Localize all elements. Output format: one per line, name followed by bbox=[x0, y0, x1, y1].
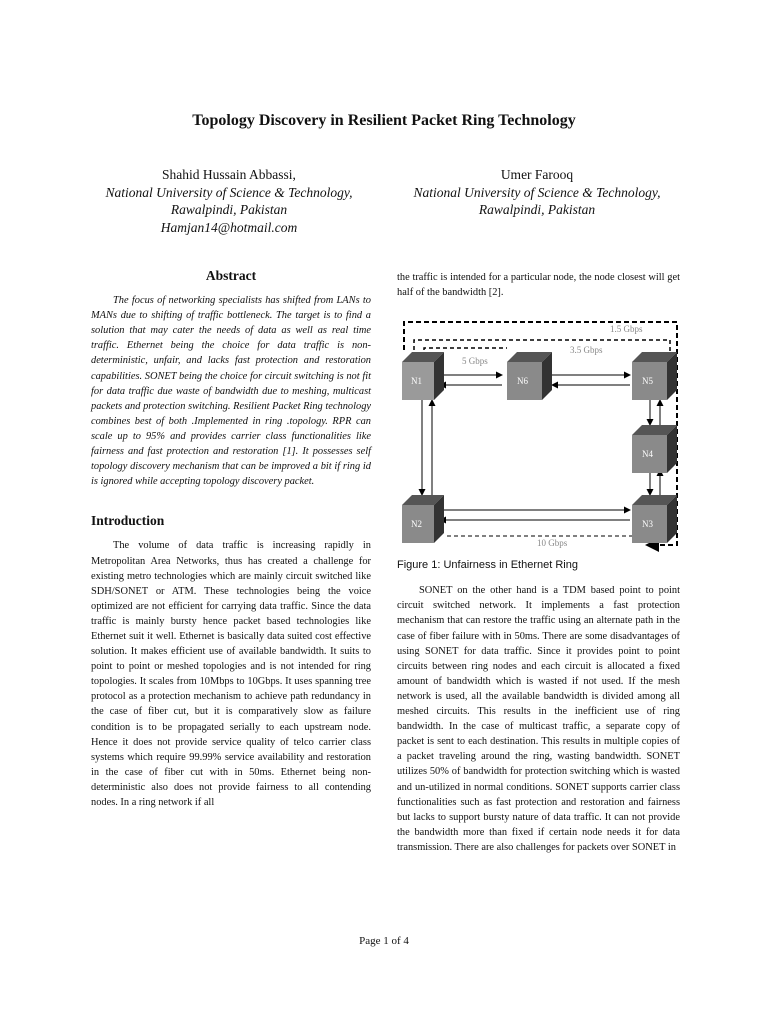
svg-text:N3: N3 bbox=[642, 519, 653, 530]
svg-text:N4: N4 bbox=[642, 449, 653, 460]
paper-title: Topology Discovery in Resilient Packet Ring Technology bbox=[192, 112, 576, 129]
author-block-2 bbox=[394, 166, 680, 219]
abstract-text: The focus of networking specialists has shifted from LANs to MANs due to shifting of traffic bottleneck. The target is to find a solution that may cater the needs of data as well as real time traffic. Ethernet being the choice for data traffic is non-deterministic, unfair, and lacks fast protection and restoration capabilities. SONET being the choice for circuit switching is not fit for data traffic due waste of bandwidth due to meshing, multicast packets and protection switching. Resilient Packet Ring technology combines best of both .Implemented in ring .topology. RPR can scale up to 95% and provides carrier class functionalities like fairness and fast protection and restoration [1]. It possesses self topology discovery mechanism that can be improved a bit if ring id is ignored while accepting topology discovery packet. bbox=[91, 295, 371, 488]
figure-caption: Figure 1: Unfairness in Ethernet Ring bbox=[397, 559, 578, 572]
author-block-1 bbox=[88, 166, 370, 236]
author-name: Umer Farooq bbox=[500, 167, 574, 182]
author-affiliation: National University of Science & Technology, bbox=[105, 184, 353, 200]
introduction-heading: Introduction bbox=[91, 513, 165, 529]
svg-text:N6: N6 bbox=[517, 376, 528, 387]
page-footer: Page 1 of 4 bbox=[359, 935, 409, 947]
author-affiliation: National University of Science & Technology, bbox=[413, 184, 661, 200]
introduction-text: The volume of data traffic is increasing rapidly in Metropolitan Area Networks, thus has created a challenge for existing metro technologies which are mainly circuit switched like SDH/SONET or ATM. These technologies being the voice optimized are not efficient for carrying data traffic. Since the data traffic is mainly bursty hence packet based technologies like Ethernet suit it well. Ethernet is basically data suited cost effective solution. It makes efficient use of available bandwidth. It suits to point to point or meshed topologies and is not intended for ring topologies. It scales from 10Mbps to 10Gbps. It uses spanning tree protocol as a protection mechanism to achieve path redundancy in the case of fiber cut, but it is comparatively slow as failure condition is to be propagated serially to each upstream node. Hence it does not provide service quality of telco carrier class systems which require 99.99% service availability and restoration in the case of fiber cut with in 50ms. Ethernet being non-deterministic also does not provide fairness to all contending nodes. In a ring network if all bbox=[91, 540, 371, 808]
svg-text:N1: N1 bbox=[411, 376, 422, 387]
node-n4 bbox=[632, 425, 677, 473]
ring-figure bbox=[392, 320, 682, 552]
label-outer: 1.5 Gbps bbox=[610, 324, 643, 335]
introduction-continuation: the traffic is intended for a particular node, the node closest will get half of the bandwidth [2]. bbox=[397, 272, 680, 299]
right-column bbox=[397, 270, 680, 855]
node-n1 bbox=[402, 352, 444, 400]
node-n3 bbox=[632, 495, 677, 543]
sonet-paragraph: SONET on the other hand is a TDM based point to point circuit switched network. It implements a fast protection mechanism that can restore the traffic using an alternate path in the case of fiber failure with in 50ms. There are some disadvantages of using SONET for data traffic. Since it provides point to point circuits between ring nodes and each circuit is allocated a fixed amount of bandwidth which is wasted if not used. If the mesh network is used, all the available bandwidth is divided among all meshed circuits. This results in the inefficient use of ring bandwidth. In the case of multicast traffic, a separate copy of packet is sent to each destination. This results in multiple copies of a packet traveling around the ring, wasting bandwidth. SONET utilizes 50% of bandwidth for protection switching which is wasted and un-utilized in normal conditions. SONET supports carrier class functionalities such as fast protection and restoration and fairness but lacks to support bursty nature of data traffic. It can not provide the bandwidth more than fixed if certain node needs it for data transmission. There are also challenges for packets over SONET in bbox=[397, 585, 680, 853]
label-middle: 3.5 Gbps bbox=[570, 345, 603, 356]
inner-dashed-path bbox=[424, 348, 507, 350]
left-column bbox=[91, 268, 371, 810]
ring-diagram bbox=[392, 320, 682, 552]
label-inner: 5 Gbps bbox=[462, 356, 488, 367]
node-n2 bbox=[402, 495, 444, 543]
author-city: Rawalpindi, Pakistan bbox=[170, 202, 288, 217]
author-city: Rawalpindi, Pakistan bbox=[478, 202, 596, 217]
label-bottom: 10 Gbps bbox=[537, 538, 568, 549]
abstract-heading: Abstract bbox=[205, 268, 257, 283]
author-email: Hamjan14@hotmail.com bbox=[160, 219, 298, 235]
author-name: Shahid Hussain Abbassi, bbox=[162, 167, 296, 182]
node-n5 bbox=[632, 352, 677, 400]
svg-text:N5: N5 bbox=[642, 376, 653, 387]
svg-text:N2: N2 bbox=[411, 519, 422, 530]
node-n6 bbox=[507, 352, 552, 400]
